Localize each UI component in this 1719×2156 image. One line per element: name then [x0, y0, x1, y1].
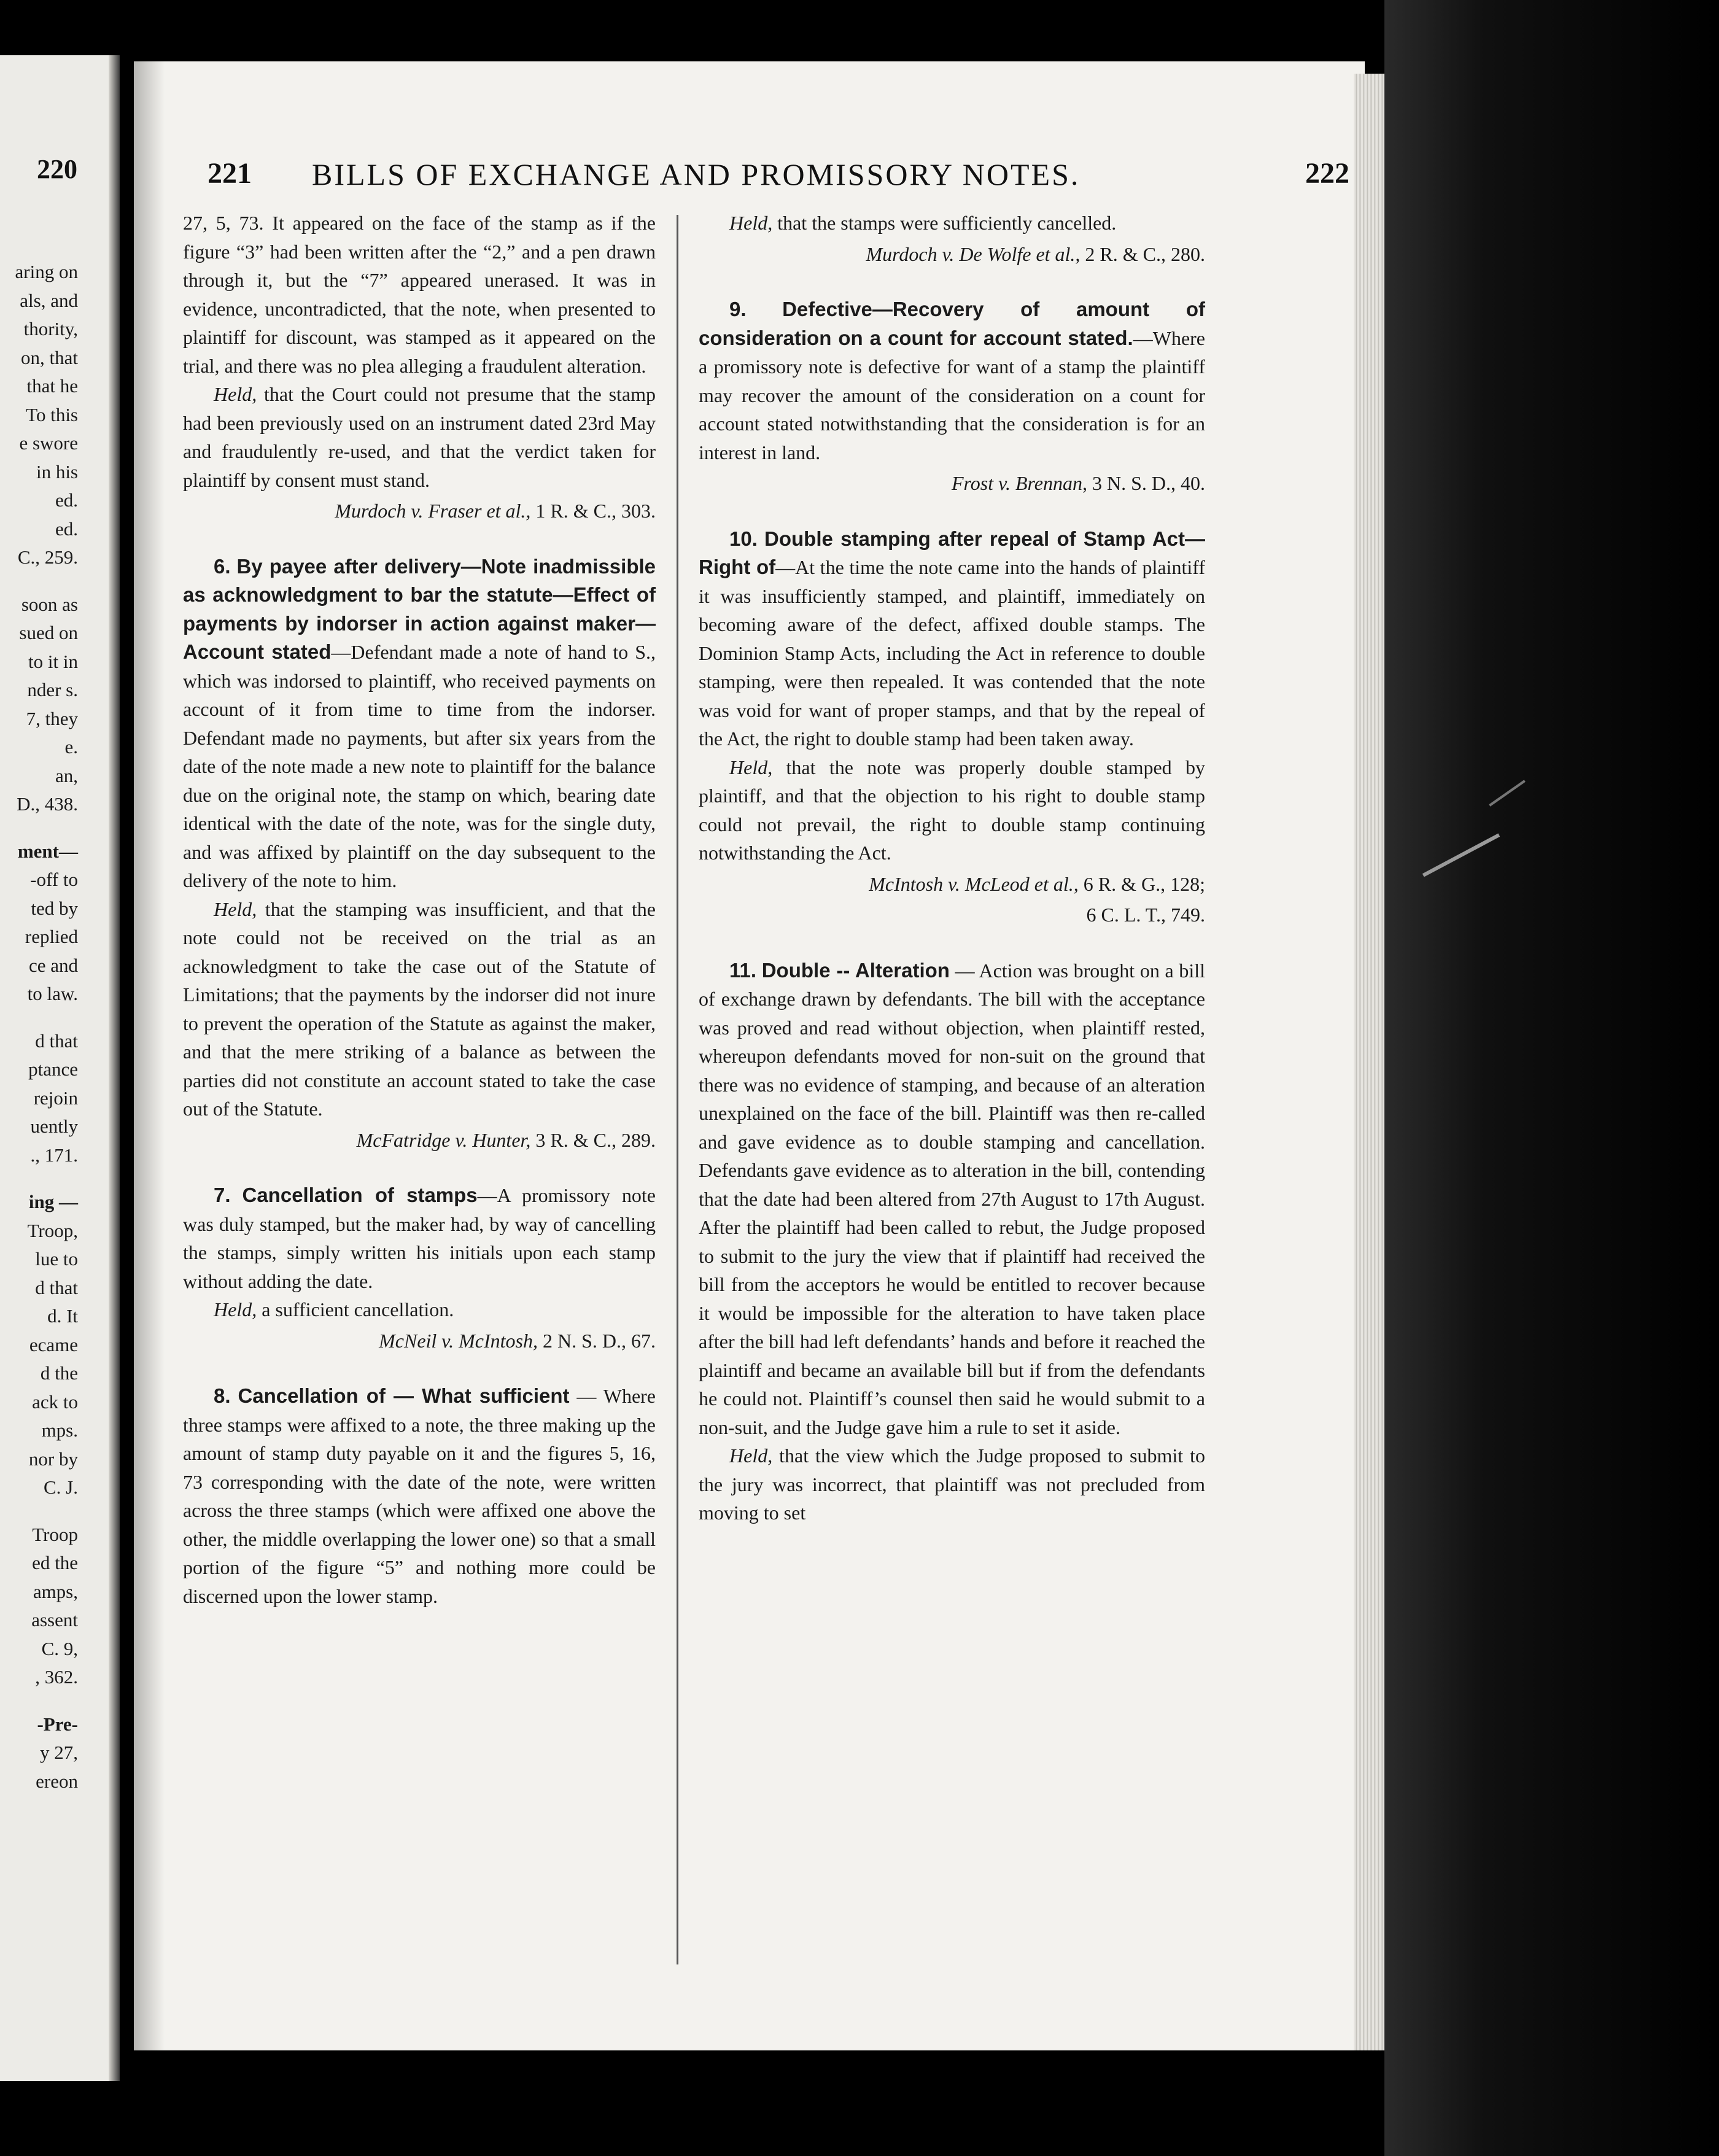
- section-number: 9.: [729, 298, 747, 320]
- previous-page-line: C. J.: [44, 1476, 78, 1498]
- case-reference: 1 R. & C., 303.: [530, 500, 656, 522]
- previous-page: [0, 55, 120, 2081]
- previous-page-line: ment—: [17, 840, 78, 862]
- section-body: — Where three stamps were affixed to a note, the three making up the amount of stamp duty payable on it and the figures 5, 16, 73 corresponding with the date of the note, were written across the three stamps (which were affixed one above the other, the middle overlapping the lower one) so that a small portion of the figure “5” and nothing more could be discerned upon the lower stamp.: [183, 1385, 656, 1607]
- section-6-paragraph: [183, 553, 656, 895]
- previous-page-line: 7, they: [26, 707, 78, 729]
- previous-page-line: nor by: [28, 1448, 78, 1470]
- previous-page-line: d the: [40, 1362, 78, 1384]
- previous-page-line: replied: [25, 926, 78, 947]
- section-11-paragraph: [699, 956, 1205, 1442]
- held-label: Held,: [729, 212, 773, 234]
- previous-page-line: aring on: [15, 261, 78, 282]
- previous-page-line: ted by: [31, 897, 78, 919]
- held-paragraph: [183, 1295, 656, 1324]
- case-reference: 6 R. & G., 128;: [1078, 872, 1205, 895]
- section-heading: By payee after delivery—Note inadmissible as acknowledgment to bar the statute—Effect of payments by indorser in action against maker—Account stated: [183, 554, 656, 663]
- column-divider: [677, 215, 678, 1964]
- previous-page-line: that he: [26, 375, 78, 397]
- page-gutter: [109, 55, 120, 2081]
- held-label: Held,: [729, 756, 773, 778]
- continuation-paragraph: 27, 5, 73. It appeared on the face of the stamp as if the figure “3” had been written after the “2,” and a pen drawn through it, but the “7” appeared unerased. It was in evidence, uncontradicted, that the note, when presented to plaintiff for discount, was stamped as it appeared on the trial, and there was no plea alleging a fraudulent alteration.: [183, 212, 656, 377]
- case-reference: 2 R. & C., 280.: [1080, 242, 1205, 265]
- previous-page-number: 220: [37, 154, 77, 184]
- previous-page-line: an,: [55, 764, 78, 786]
- case-citation: [183, 1126, 656, 1155]
- section-number: 7.: [214, 1184, 231, 1206]
- previous-page-line: ed.: [55, 518, 78, 540]
- previous-page-line: D., 438.: [17, 793, 78, 815]
- previous-page-line: d that: [35, 1276, 78, 1298]
- held-text: that the Court could not presume that the stamp had been previously used on an instrument dated 23rd May and fraudulently re-used, and that the verdict taken for plaintiff by consent must stand.: [183, 383, 656, 491]
- previous-page-line: d that: [35, 1030, 78, 1052]
- case-reference: 3 N. S. D., 40.: [1087, 472, 1205, 494]
- section-8: [183, 1382, 656, 1610]
- case-citation: [699, 870, 1205, 899]
- previous-page-text: [0, 258, 120, 1796]
- previous-page-line: uently: [30, 1115, 78, 1137]
- previous-page-line: , 362.: [35, 1666, 78, 1688]
- case-parties: Murdoch v. De Wolfe et al.,: [866, 242, 1081, 265]
- held-text: that the stamping was insufficient, and that the note could not be received on the trial as an acknowledgment to take the case out of the Statute of Limitations; that the payments by the indorser did not inure to prevent the operation of the Statute as against the maker, and that the mere striking of a balance as between the parties did not constitute an account stated to take the case out of the Statute.: [183, 898, 656, 1120]
- previous-page-line: ereon: [36, 1770, 78, 1792]
- book-page: [134, 61, 1365, 2050]
- previous-page-line: ed the: [32, 1552, 78, 1573]
- section-heading: Defective—Recovery of amount of consideration on a count for account stated.: [699, 298, 1205, 349]
- previous-page-line: rejoin: [33, 1087, 78, 1109]
- previous-page-line: ecame: [29, 1333, 78, 1355]
- case-parties: McNeil v. McIntosh,: [379, 1329, 538, 1352]
- section-number: 10.: [729, 527, 758, 550]
- section-body: —A promissory note was duly stamped, but the maker had, by way of cancelling the stamps, simply written his initials upon each stamp without adding the date.: [183, 1184, 656, 1292]
- section-6: [183, 553, 656, 1155]
- previous-page-line: -off to: [30, 869, 78, 890]
- previous-page-line: to it in: [28, 650, 78, 672]
- previous-page-line: e.: [64, 736, 78, 758]
- case-reference: 2 N. S. D., 67.: [537, 1329, 656, 1352]
- section-heading: Cancellation of stamps: [242, 1184, 478, 1206]
- running-title: BILLS OF EXCHANGE AND PROMISSORY NOTES.: [312, 157, 1081, 192]
- case-parties: McIntosh v. McLeod et al.,: [869, 872, 1079, 895]
- section-7: [183, 1181, 656, 1355]
- case-citation-continued: [699, 901, 1205, 929]
- held-paragraph: [699, 209, 1205, 238]
- previous-page-line: C. 9,: [41, 1637, 78, 1659]
- section-9: [699, 295, 1205, 498]
- section-10-paragraph: [699, 525, 1205, 753]
- held-label: Held,: [729, 1444, 773, 1467]
- previous-page-line: ack to: [32, 1390, 78, 1413]
- section-11: [699, 956, 1205, 1527]
- section-heading: Double stamping after repeal of Stamp Act—Right of: [699, 527, 1205, 578]
- previous-page-line: ce and: [28, 954, 78, 976]
- case-reference: 3 R. & C., 289.: [530, 1128, 656, 1151]
- previous-page-line: nder s.: [27, 679, 78, 700]
- previous-page-line: on, that: [21, 346, 78, 368]
- left-column: [183, 209, 656, 1610]
- section-body: — Action was brought on a bill of exchange drawn by defendants. The bill with the acceptance was proved and read without objection, when plaintiff rested, whereupon defendants moved for non-suit on the ground that there was no evidence of stamping, and because of an alteration unexplained on the face of the bill. Plaintiff was then re-called and gave evidence as to double stamping and cancellation. Defendants gave evidence as to alteration in the bill, contending that the date had been altered from 27th August to 17th August. After the plaintiff had been called to rebut, the Judge proposed to submit to the jury the view that if plaintiff had received the bill from the acceptors he would be entitled to recover because it would be impossible for the alteration to have taken place after the bill had left defendants’ hands and before it reached the plaintiff and became an available bill but if from the defendants he could not. Plaintiff’s counsel then said he would submit to a non-suit, and the Judge gave him a rule to set it aside.: [699, 959, 1206, 1438]
- section-number: 11.: [729, 958, 757, 982]
- case-parties: McFatridge v. Hunter,: [356, 1128, 531, 1151]
- case-citation: [699, 469, 1205, 498]
- section-heading: Cancellation of — What sufficient: [238, 1384, 570, 1407]
- previous-page-line: C., 259.: [17, 546, 78, 568]
- section-10: [699, 525, 1205, 929]
- previous-page-line: To this: [26, 403, 78, 425]
- previous-page-line: y 27,: [40, 1742, 78, 1763]
- previous-page-line: lue to: [35, 1248, 78, 1270]
- previous-page-line: assent: [31, 1609, 78, 1631]
- page-header: [195, 157, 1362, 206]
- previous-page-line: thority,: [23, 318, 78, 339]
- section-number: 6.: [214, 554, 231, 578]
- previous-page-line: d. It: [47, 1305, 78, 1327]
- case-citation: [699, 240, 1205, 269]
- previous-page-line: sued on: [19, 622, 78, 643]
- held-paragraph: [183, 380, 656, 494]
- previous-page-line: als, and: [20, 289, 78, 311]
- held-label: Held,: [214, 1298, 257, 1320]
- previous-page-line: ptance: [28, 1058, 78, 1080]
- previous-page-line: ed.: [55, 489, 78, 511]
- case-citation: [183, 1327, 656, 1355]
- previous-page-line: amps,: [33, 1580, 78, 1602]
- held-text: a sufficient cancellation.: [257, 1298, 454, 1320]
- section-8-paragraph: [183, 1382, 656, 1610]
- held-paragraph: [183, 895, 656, 1123]
- previous-page-line: in his: [36, 460, 78, 483]
- case-citation: [183, 497, 656, 525]
- page-number-left: 221: [208, 157, 252, 190]
- held-label: Held,: [214, 383, 257, 405]
- held-paragraph: [699, 1441, 1205, 1527]
- previous-page-line: mps.: [41, 1419, 78, 1441]
- held-paragraph: [699, 753, 1205, 867]
- held-text: that the stamps were sufficiently cancelled.: [772, 212, 1117, 234]
- section-body: —Where a promissory note is defective for want of a stamp the plaintiff may recover the amount of the consideration on a count for account stated notwithstanding that the consideration is for an interest in land.: [699, 327, 1205, 463]
- section-heading: Double -- Alteration: [761, 958, 950, 982]
- previous-page-line: -Pre-: [37, 1713, 78, 1735]
- section-7-paragraph: [183, 1181, 656, 1295]
- case-parties: Murdoch v. Fraser et al.,: [335, 500, 531, 522]
- section-number: 8.: [214, 1384, 231, 1407]
- previous-page-line: Troop: [32, 1523, 78, 1545]
- right-column: [699, 209, 1205, 1527]
- section-9-paragraph: [699, 295, 1205, 467]
- case-reference: 6 C. L. T., 749.: [1086, 904, 1205, 926]
- page-stack-edge: [1354, 74, 1384, 2050]
- previous-page-line: Troop,: [27, 1219, 78, 1241]
- previous-page-line: ing —: [28, 1191, 78, 1212]
- held-label: Held,: [214, 898, 257, 920]
- held-text: that the view which the Judge proposed to submit to the jury was incorrect, that plaintiff was not precluded from moving to set: [699, 1444, 1205, 1524]
- previous-page-line: to law.: [27, 983, 78, 1004]
- page-number-right: 222: [1305, 157, 1349, 190]
- dark-background: [1384, 0, 1719, 2156]
- previous-page-line: ., 171.: [30, 1144, 78, 1166]
- case-parties: Frost v. Brennan,: [951, 472, 1087, 494]
- section-body: —Defendant made a note of hand to S., which was indorsed to plaintiff, who received payments on account of it from time to time from the indorser. Defendant made no payments, but after six years from the date of the note made a new note to plaintiff for the balance due on the original note, the stamp on which, bearing date identical with the date of the note, was for the single duty, and was affixed by plaintiff on the day subsequent to the delivery of the note to him.: [183, 641, 656, 891]
- binding-shadow: [134, 61, 165, 2050]
- previous-page-line: soon as: [21, 593, 78, 615]
- previous-page-line: e swore: [19, 432, 78, 454]
- held-text: that the note was properly double stamped by plaintiff, and that the objection to his right to double stamp could not prevail, the right to double stamp continuing notwithstanding the Act.: [699, 756, 1205, 864]
- section-body: —At the time the note came into the hands of plaintiff it was insufficiently stamped, and plaintiff, immediately on becoming aware of the defect, affixed double stamps. The Dominion Stamp Acts, including the Act in reference to double stamping, were then repealed. It was contended that the note was void for want of proper stamps, and that by the repeal of the Act, the right to double stamp had been taken away.: [699, 556, 1205, 750]
